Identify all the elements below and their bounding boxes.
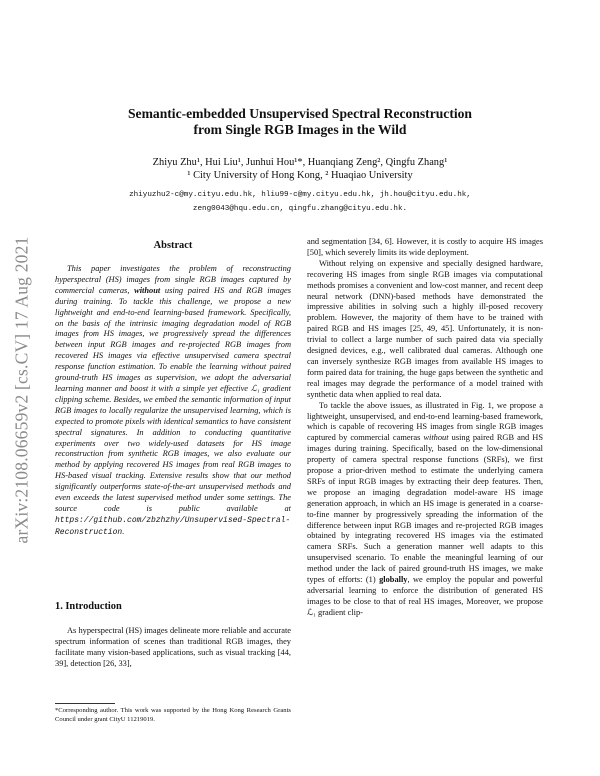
p3-text-b: using paired RGB and HS images during training. Specifically, based on the low-dimensional property of camera spectral response functions (SRFs), we first propose a prior-driven method to estimate the underlying camera SRFs of input RGB images by extracting their deep features. Then, we propose an imaging degradation model-aware HS image generation approach, in which an HS image is generated in a coarse-to-fine manner by progressively spreading the information of the difference between input RGB images and re-projected RGB images obtained by integrating recovered HS images via the estimated camera SRFs. Such a generation manner well adapts to this unsupervised scenario. To enable the meaningful learning of our method under the lack of paired ground-truth HS images, we make types of efforts: (1) [307,433,544,585]
introduction-heading: 1. Introduction [55,601,122,612]
abstract-text-c: . [122,526,125,536]
footnote-divider [55,703,115,704]
author-affiliations: ¹ City University of Hong Kong, ² Huaqiao University [187,170,413,181]
title-line-2: from Single RGB Images in the Wild [193,122,407,137]
title-line-1: Semantic-embedded Unsupervised Spectral Reconstruction [128,106,472,121]
right-paragraph-1: and segmentation [34, 6]. However, it is costly to acquire HS images [50], which severely limits its wide deployment. [307,237,543,257]
author-block [60,156,540,182]
p3-text-c: , we employ the popular and powerful adversarial learning to enforce the distribution of generated HS images to be close to that of real HS images, Moreover, we propose ℒ₁ gradient clip- [307,575,544,617]
email-line-2: zeng0043@hqu.edu.cn, qingfu.zhang@cityu.edu.hk. [192,205,408,213]
abstract-body [55,264,291,539]
paper-title [60,106,540,138]
source-code-link[interactable]: https://github.com/zbzhzhy/Unsupervised-Spectral-Reconstruction [55,515,291,537]
p3-italic: without [423,433,449,443]
abstract-text-a: This paper investigates the problem of reconstructing hyperspectral (HS) images from single RGB images captured by commercial cameras, [55,264,291,295]
p3-text-a: To tackle the above issues, as illustrated in Fig. 1, we propose a lightweight, unsupervised, and end-to-end learning-based framework, which is capable of recovering HS images from single RGB images captured by commercial cameras [307,400,543,443]
introduction-body [55,626,291,670]
arxiv-identifier [7,180,37,600]
author-names: Zhiyu Zhu¹, Hui Liu¹, Junhui Hou¹*, Huanqiang Zeng², Qingfu Zhang¹ [152,157,448,168]
right-paragraph-3 [307,401,543,619]
introduction-paragraph: As hyperspectral (HS) images delineate more reliable and accurate spectrum information of scenes than traditional RGB images, they facilitate many vision-based applications, such as visual tracking [44, 39], detection [26, 33], [55,626,291,668]
p3-bold: globally [379,575,408,585]
email-line-1: zhiyuzhu2-c@my.cityu.edu.hk, hliu99-c@my.cityu.edu.hk, jh.hou@cityu.edu.hk, [129,191,471,199]
footnote: *Corresponding author. This work was supported by the Hong Kong Research Grants Council under grant CityU 11219019. [55,707,291,723]
right-column [307,237,543,619]
author-emails [60,188,540,216]
abstract-heading: Abstract [153,240,193,251]
abstract-text-b: using paired HS and RGB images during training. To tackle this challenge, we propose a new lightweight and end-to-end learning-based framework. Specifically, on the basis of the intrinsic imaging degradation model of RGB images from HS images, we progressively spread the differences between input RGB images and re-projected RGB images from recovered HS images via effective unsupervised camera spectral response function estimation. To enable the learning without paired ground-truth HS images as supervision, we adopt the adversarial learning manner and boost it with a simple yet effective ℒ₁ gradient clipping scheme. Besides, we embed the semantic information of input RGB images to locally regularize the unsupervised learning, which is expected to promote pixels with identical semantics to have consistent spectral signatures. In addition to conducting quantitative experiments over two widely-used datasets for HS image reconstruction from synthetic RGB images, we also evaluate our method by applying recovered HS images from real RGB images to HS-based visual tracking. Extensive results show that our method significantly outperforms state-of-the-art unsupervised methods and even exceeds the latest supervised method under some settings. The source code is public available at [55,285,291,513]
abstract-emphasis: without [134,285,161,295]
right-paragraph-2: Without relying on expensive and specially designed hardware, recovering HS images from single RGB images via computational methods promises a convenient and low-cost manner, and recent deep neural network (DNN)-based methods have demonstrated the impressive abilities in solving such a highly ill-posed recovery problem. However, the majority of them have to be trained with paired RGB and HS images [25, 49, 45]. Unfortunately, it is non-trivial to collect a large number of such paired data via specially designed devices, e.g., well calibrated dual cameras. Although one can inversely synthesize RGB images from available HS images to form paired data for training, the huge gaps between the synthetic and real images may degrade the performance of a model trained with synthetic data when applied to real data. [307,258,543,399]
arxiv-id-text: arXiv:2108.06659v2 [cs.CV] 17 Aug 2021 [11,236,32,544]
